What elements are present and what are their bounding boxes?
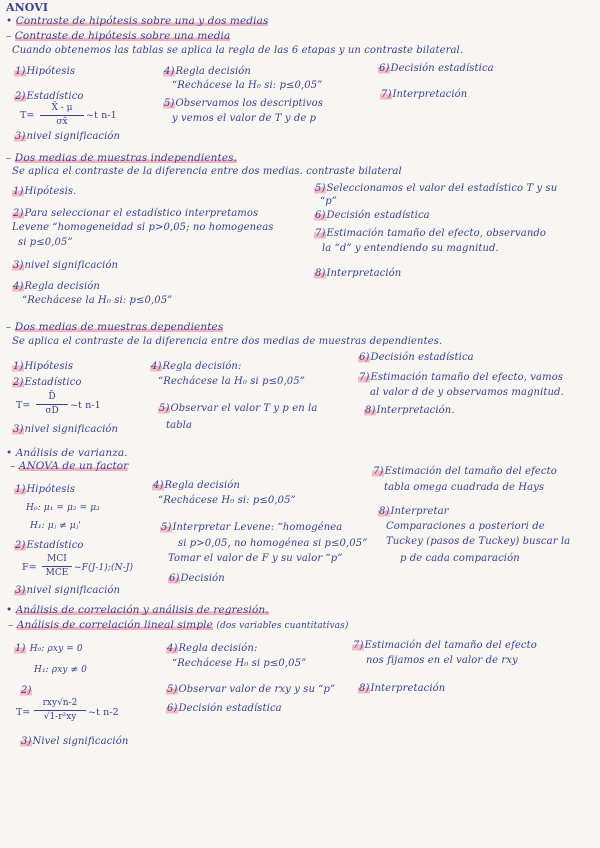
s2-n2: 2)	[13, 208, 24, 219]
s5-step2	[20, 685, 32, 697]
s1-formula-frac	[40, 103, 84, 128]
s3-step6	[358, 352, 474, 364]
s4-step5b: si p>0,05, no homogénea si p≤0,05”	[178, 538, 368, 549]
s3-formula-bar	[36, 404, 68, 405]
s3-n3: 3)	[13, 424, 24, 435]
s1-step5-text: Observamos los descriptivos	[175, 98, 324, 109]
s4-step8	[378, 506, 449, 518]
s2-step4	[12, 281, 100, 293]
s3-n7: 7)	[359, 372, 370, 383]
s4-section: • Análisis de varianza.	[6, 447, 128, 459]
s4-formula-dist: ~F(J-1);(N-J)	[74, 563, 134, 573]
s5-formula-den: √1-r²xy	[43, 712, 77, 722]
s3-formula-num: D̄	[48, 392, 56, 402]
s4-step4-text: Regla decisión	[164, 480, 240, 491]
s5-formula-dist: ~t n-2	[88, 707, 119, 718]
s3-step4	[150, 361, 241, 373]
s5-step7	[352, 640, 537, 652]
s5-step5	[166, 684, 335, 696]
s5-step5-text: Observar valor de rxy y su “p”	[178, 684, 336, 695]
s4-n7: 7)	[373, 466, 384, 477]
s1-step7	[380, 89, 467, 101]
s4-h0: H₀: μ₁ = μ₂ = μ₃	[26, 503, 100, 513]
s4-n3: 3)	[15, 585, 26, 596]
s1-formula-den: σx̄	[56, 117, 68, 127]
s2-step2-text: Para seleccionar el estadístico interpretamos	[24, 208, 259, 219]
s5-step6-text: Decisión estadística	[178, 703, 282, 714]
s3-step6-text: Decisión estadística	[370, 352, 474, 363]
s2-step3	[12, 260, 118, 272]
s3-step4b: “Rechácese la H₀ si p≤0,05”	[158, 376, 305, 387]
s4-formula-den: MCE	[45, 568, 69, 578]
s4-heading: – ANOVA de un factor	[10, 460, 129, 472]
s1-step4	[163, 66, 251, 78]
s1-n2: 2)	[15, 91, 26, 102]
s3-n4: 4)	[151, 361, 162, 372]
s4-step7	[372, 466, 557, 478]
s2-step2	[12, 208, 258, 220]
s3-n5: 5)	[159, 403, 170, 414]
s3-step1	[12, 361, 73, 373]
s1-step5b: y vemos el valor de T y de p	[172, 113, 317, 124]
s3-step8-text: Interpretación.	[376, 405, 455, 416]
s5-heading: – Análisis de correlación lineal simple (dos variables cuantitativas)	[8, 619, 349, 631]
main-title: • Contraste de hipótesis sobre una y dos medias	[6, 15, 269, 27]
s1-formula-num: X̄ - μ	[51, 103, 73, 113]
s3-step5b: tabla	[166, 420, 193, 431]
s2-n4: 4)	[13, 281, 24, 292]
s5-n6: 6)	[167, 703, 178, 714]
s1-step1	[14, 66, 75, 78]
s2-n1: 1)	[13, 186, 24, 197]
s4-step3	[14, 585, 120, 597]
s3-step7	[358, 372, 563, 384]
s3-step3	[12, 424, 118, 436]
s1-step6-text: Decisión estadística	[390, 63, 494, 74]
s1-step6	[378, 63, 494, 75]
s5-section-text: Análisis de correlación y análisis de regresión.	[15, 604, 269, 616]
s3-step8	[364, 405, 455, 417]
s3-step4-text: Regla decisión:	[162, 361, 242, 372]
s4-step8-text: Interpretar	[390, 506, 449, 517]
s4-step8b: Comparaciones a posteriori de	[386, 521, 545, 532]
s4-n2: 2)	[15, 540, 26, 551]
s4-n1: 1)	[15, 484, 26, 495]
s2-step4b: “Rechácese la H₀ si: p≤0,05”	[22, 295, 173, 306]
s1-n4: 4)	[164, 66, 175, 77]
s1-step2-text: Estadístico	[26, 91, 84, 102]
s5-formula-lhs: T=	[16, 707, 31, 718]
s1-n1: 1)	[15, 66, 26, 77]
s5-n3: 3)	[21, 736, 32, 747]
s4-h1: H₁: μⱼ ≠ μⱼ'	[30, 521, 81, 531]
s5-formula-bar	[34, 710, 86, 711]
s5-step8	[358, 683, 445, 695]
s5-n4: 4)	[167, 643, 178, 654]
s1-step4-text: Regla decisión	[175, 66, 251, 77]
s5-n8: 8)	[359, 683, 370, 694]
s4-step2-text: Estadístico	[26, 540, 84, 551]
s2-n5: 5)	[315, 183, 326, 194]
s1-step1-text: Hipótesis	[26, 66, 76, 77]
s1-n7: 7)	[381, 89, 392, 100]
s4-step2	[14, 540, 84, 552]
s1-n5: 5)	[164, 98, 175, 109]
s1-formula-dist: ~t n-1	[86, 110, 117, 121]
s2-step1-text: Hipótesis.	[24, 186, 77, 197]
s5-n7: 7)	[353, 640, 364, 651]
s4-formula-lhs: F=	[22, 562, 37, 573]
s2-heading: – Dos medias de muestras independientes.	[6, 152, 238, 164]
s2-step1	[12, 186, 76, 198]
s3-n2: 2)	[13, 377, 24, 388]
s5-step4b: “Rechácese H₀ si p≤0,05”	[172, 658, 307, 669]
s2-step6-text: Decisión estadística	[326, 210, 430, 221]
s1-heading: – Contraste de hipótesis sobre una media	[6, 30, 231, 42]
s4-formula-frac	[42, 554, 72, 579]
s3-heading-text: Dos medias de muestras dependientes	[14, 321, 224, 333]
s3-intro: Se aplica el contraste de la diferencia entre dos medias de muestras dependientes.	[12, 336, 443, 347]
s5-step7-text: Estimación del tamaño del efecto	[364, 640, 537, 651]
s2-step2b: Levene “homogeneidad si p>0,05; no homogeneas	[12, 222, 274, 233]
s4-step6-text: Decisión	[180, 573, 225, 584]
s4-step4	[152, 480, 240, 492]
s3-n1: 1)	[13, 361, 24, 372]
s5-heading-note: (dos variables cuantitativas)	[216, 621, 349, 631]
s3-step2-text: Estadístico	[24, 377, 82, 388]
s4-n8: 8)	[379, 506, 390, 517]
s1-n6: 6)	[379, 63, 390, 74]
s4-step1	[14, 484, 75, 496]
s4-step4b: “Rechácese H₀ si: p≤0,05”	[158, 495, 296, 506]
s2-step5	[314, 183, 557, 195]
s2-heading-text: Dos medias de muestras independientes.	[14, 152, 238, 164]
s4-step6	[168, 573, 225, 585]
s1-formula-lhs: T=	[20, 110, 35, 121]
s5-heading-text: Análisis de correlación lineal simple	[16, 619, 213, 631]
s5-step1	[14, 643, 83, 655]
s4-n6: 6)	[169, 573, 180, 584]
s4-step8d: p de cada comparación	[400, 553, 520, 564]
s4-formula-bar	[42, 566, 72, 567]
s4-step5	[160, 522, 342, 534]
s5-n1: 1)	[15, 643, 26, 654]
s5-formula-frac	[34, 698, 86, 723]
s4-n4: 4)	[153, 480, 164, 491]
s5-step8-text: Interpretación	[370, 683, 446, 694]
s2-step3-text: nivel significación	[24, 260, 119, 271]
s4-heading-text: ANOVA de un factor	[18, 460, 129, 472]
s2-n3: 3)	[13, 260, 24, 271]
s2-n8: 8)	[315, 268, 326, 279]
s1-formula-bar	[40, 115, 84, 116]
s4-step5-text: Interpretar Levene: “homogénea	[172, 522, 343, 533]
s5-step7b: nos fijamos en el valor de rxy	[366, 655, 518, 666]
s1-step4b: “Rechácese la H₀ si: p≤0,05”	[172, 80, 323, 91]
s1-step2	[14, 91, 84, 103]
s3-step5-text: Observar el valor T y p en la	[170, 403, 318, 414]
s2-step8-text: Interpretación	[326, 268, 402, 279]
s5-h1: H₁: ρxy ≠ 0	[34, 665, 87, 675]
s4-step5c: Tomar el valor de F y su valor “p”	[168, 553, 343, 564]
s1-heading-text: Contraste de hipótesis sobre una media	[14, 30, 231, 42]
s1-step7-text: Interpretación	[392, 89, 468, 100]
s4-formula-num: MCI	[47, 554, 67, 564]
s5-step4-text: Regla decisión:	[178, 643, 258, 654]
s4-section-text: Análisis de varianza.	[15, 447, 128, 459]
s5-step3-text: Nivel significación	[32, 736, 129, 747]
s3-n6: 6)	[359, 352, 370, 363]
s2-intro: Se aplica el contraste de la diferencia entre dos medias. contraste bilateral	[12, 166, 402, 177]
s4-step1-text: Hipótesis	[26, 484, 76, 495]
s2-step5-text: Seleccionamos el valor del estadístico T y su	[326, 183, 558, 194]
s5-n5: 5)	[167, 684, 178, 695]
s2-step7b: la “d” y entendiendo su magnitud.	[322, 243, 499, 254]
s1-step3	[14, 131, 120, 143]
s5-n2: 2)	[21, 685, 32, 696]
s4-step8c: Tuckey (pasos de Tuckey) buscar la	[386, 536, 571, 547]
s3-heading: – Dos medias de muestras dependientes	[6, 321, 224, 333]
s4-step3-text: nivel significación	[26, 585, 121, 596]
s3-step7-text: Estimación tamaño del efecto, vamos	[370, 372, 564, 383]
main-title-text: Contraste de hipótesis sobre una y dos medias	[15, 15, 269, 27]
s3-step5	[158, 403, 317, 415]
s3-step7b: al valor d de y observamos magnitud.	[370, 387, 564, 398]
s1-intro: Cuando obtenemos las tablas se aplica la regla de las 6 etapas y un contraste bilateral.	[12, 45, 464, 56]
s5-step3	[20, 736, 128, 748]
s3-step3-text: nivel significación	[24, 424, 119, 435]
s5-step4	[166, 643, 257, 655]
course-label: ANOVI	[6, 1, 49, 14]
s5-step6	[166, 703, 282, 715]
s2-n6: 6)	[315, 210, 326, 221]
s1-step5	[163, 98, 323, 110]
s3-step2	[12, 377, 82, 389]
s1-step3-text: nivel significación	[26, 131, 121, 142]
s2-n7: 7)	[315, 228, 326, 239]
s4-n5: 5)	[161, 522, 172, 533]
s2-step6	[314, 210, 430, 222]
s2-step7	[314, 228, 546, 240]
s3-formula-frac	[36, 392, 68, 417]
s2-step5b: “p”	[320, 196, 337, 207]
s3-n8: 8)	[365, 405, 376, 416]
s5-formula-num: rxy√n-2	[42, 698, 78, 708]
s4-step7b: tabla omega cuadrada de Hays	[384, 482, 545, 493]
s3-formula-lhs: T=	[16, 400, 31, 411]
s3-step1-text: Hipótesis	[24, 361, 74, 372]
s3-formula-den: σD̄	[45, 406, 59, 416]
s4-step7-text: Estimación del tamaño del efecto	[384, 466, 557, 477]
s2-step7-text: Estimación tamaño del efecto, observando	[326, 228, 547, 239]
s1-n3: 3)	[15, 131, 26, 142]
s2-step2c: si p≤0,05”	[18, 237, 73, 248]
s5-section: • Análisis de correlación y análisis de regresión.	[6, 604, 269, 616]
s3-formula-dist: ~t n-1	[70, 400, 101, 411]
s2-step8	[314, 268, 401, 280]
s2-step4-text: Regla decisión	[24, 281, 100, 292]
s5-h0: H₀: ρxy = 0	[29, 644, 83, 654]
